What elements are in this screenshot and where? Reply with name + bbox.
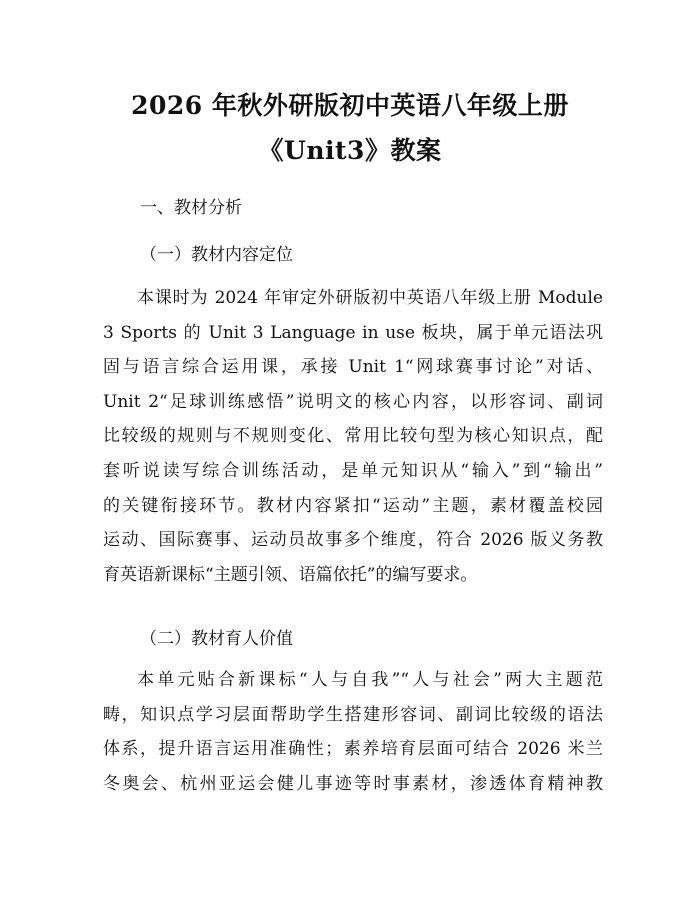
paragraph-line: 比较级的规则与不规则变化、常用比较句型为核心知识点，配 — [103, 426, 603, 447]
document-subtitle: 《Unit3》教案 — [258, 136, 442, 165]
paragraph-line: 的关键衔接环节。教材内容紧扣“运动”主题，素材覆盖校园 — [103, 495, 603, 516]
paragraph-line: 本单元贴合新课标“人与自我”“人与社会”两大主题范 — [137, 670, 603, 690]
paragraph-line: 3 Sports 的 Unit 3 Language in use 板块，属于单元语法巩 — [103, 322, 603, 343]
paragraph-content-positioning — [103, 281, 603, 592]
subsection-heading: （一）教材内容定位 — [140, 245, 293, 265]
paragraph-line: Unit 2“足球训练感悟”说明文的核心内容，以形容词、副词 — [103, 391, 603, 412]
paragraph-line: 育英语新课标“主题引领、语篇依托”的编写要求。 — [103, 564, 478, 585]
subsection-heading: （二）教材育人价值 — [140, 629, 293, 649]
paragraph-educational-value — [103, 663, 603, 801]
paragraph-line: 体系，提升语言运用准确性；素养培育层面可结合 2026 米兰 — [103, 739, 603, 760]
paragraph-line: 套听说读写综合训练活动，是单元知识从“输入”到“输出” — [103, 460, 603, 481]
paragraph-line: 运动、国际赛事、运动员故事多个维度，符合 2026 版义务教 — [103, 530, 603, 551]
paragraph-line: 本课时为 2024 年审定外研版初中英语八年级上册 Module — [137, 288, 603, 308]
paragraph-line: 畴，知识点学习层面帮助学生搭建形容词、副词比较级的语法 — [103, 704, 603, 725]
paragraph-line: 固与语言综合运用课，承接 Unit 1“网球赛事讨论”对话、 — [103, 357, 603, 378]
section-heading: 一、教材分析 — [140, 198, 242, 218]
paragraph-line: 冬奥会、杭州亚运会健儿事迹等时事素材，渗透体育精神教 — [103, 773, 603, 794]
document-title: 2026 年秋外研版初中英语八年级上册 — [131, 91, 569, 120]
